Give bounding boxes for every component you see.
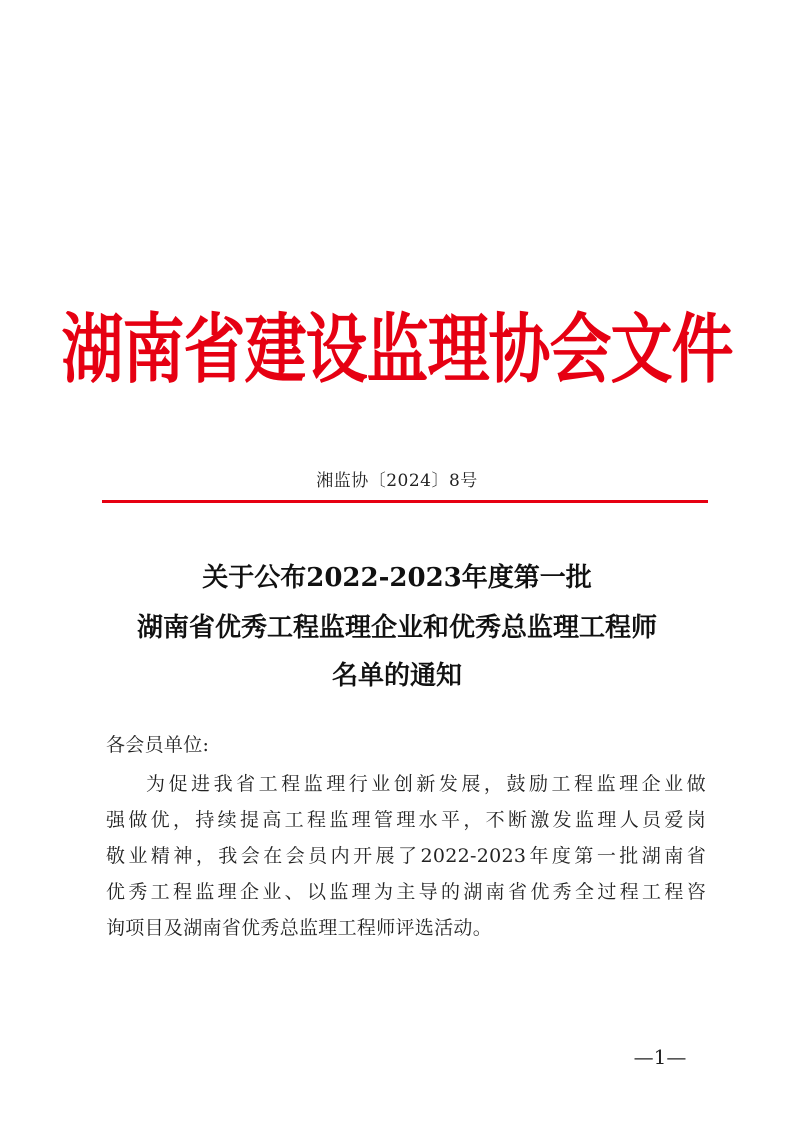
page-number: —1— — [633, 1045, 687, 1069]
notice-title-line-1: 关于公布2022-2023年度第一批 — [202, 563, 592, 593]
body-paragraph — [106, 766, 706, 946]
paragraph-line: 强做优，持续提高工程监理管理水平，不断激发监理人员爱岗 — [106, 809, 706, 831]
masthead-title: 湖南省建设监理协会文件 — [61, 304, 733, 394]
document-number: 湘监协〔2024〕8号 — [316, 471, 478, 491]
red-divider-line — [102, 500, 708, 503]
paragraph-line: 敬业精神，我会在会员内开展了2022-2023年度第一批湖南省 — [106, 845, 706, 867]
salutation: 各会员单位: — [106, 734, 210, 756]
notice-title-line-3: 名单的通知 — [331, 661, 462, 691]
paragraph-line: 询项目及湖南省优秀总监理工程师评选活动。 — [106, 917, 493, 939]
paragraph-line: 优秀工程监理企业、以监理为主导的湖南省优秀全过程工程咨 — [106, 881, 706, 903]
paragraph-line: 为促进我省工程监理行业创新发展，鼓励工程监理企业做 — [146, 773, 706, 795]
notice-title-line-2: 湖南省优秀工程监理企业和优秀总监理工程师 — [136, 613, 657, 643]
